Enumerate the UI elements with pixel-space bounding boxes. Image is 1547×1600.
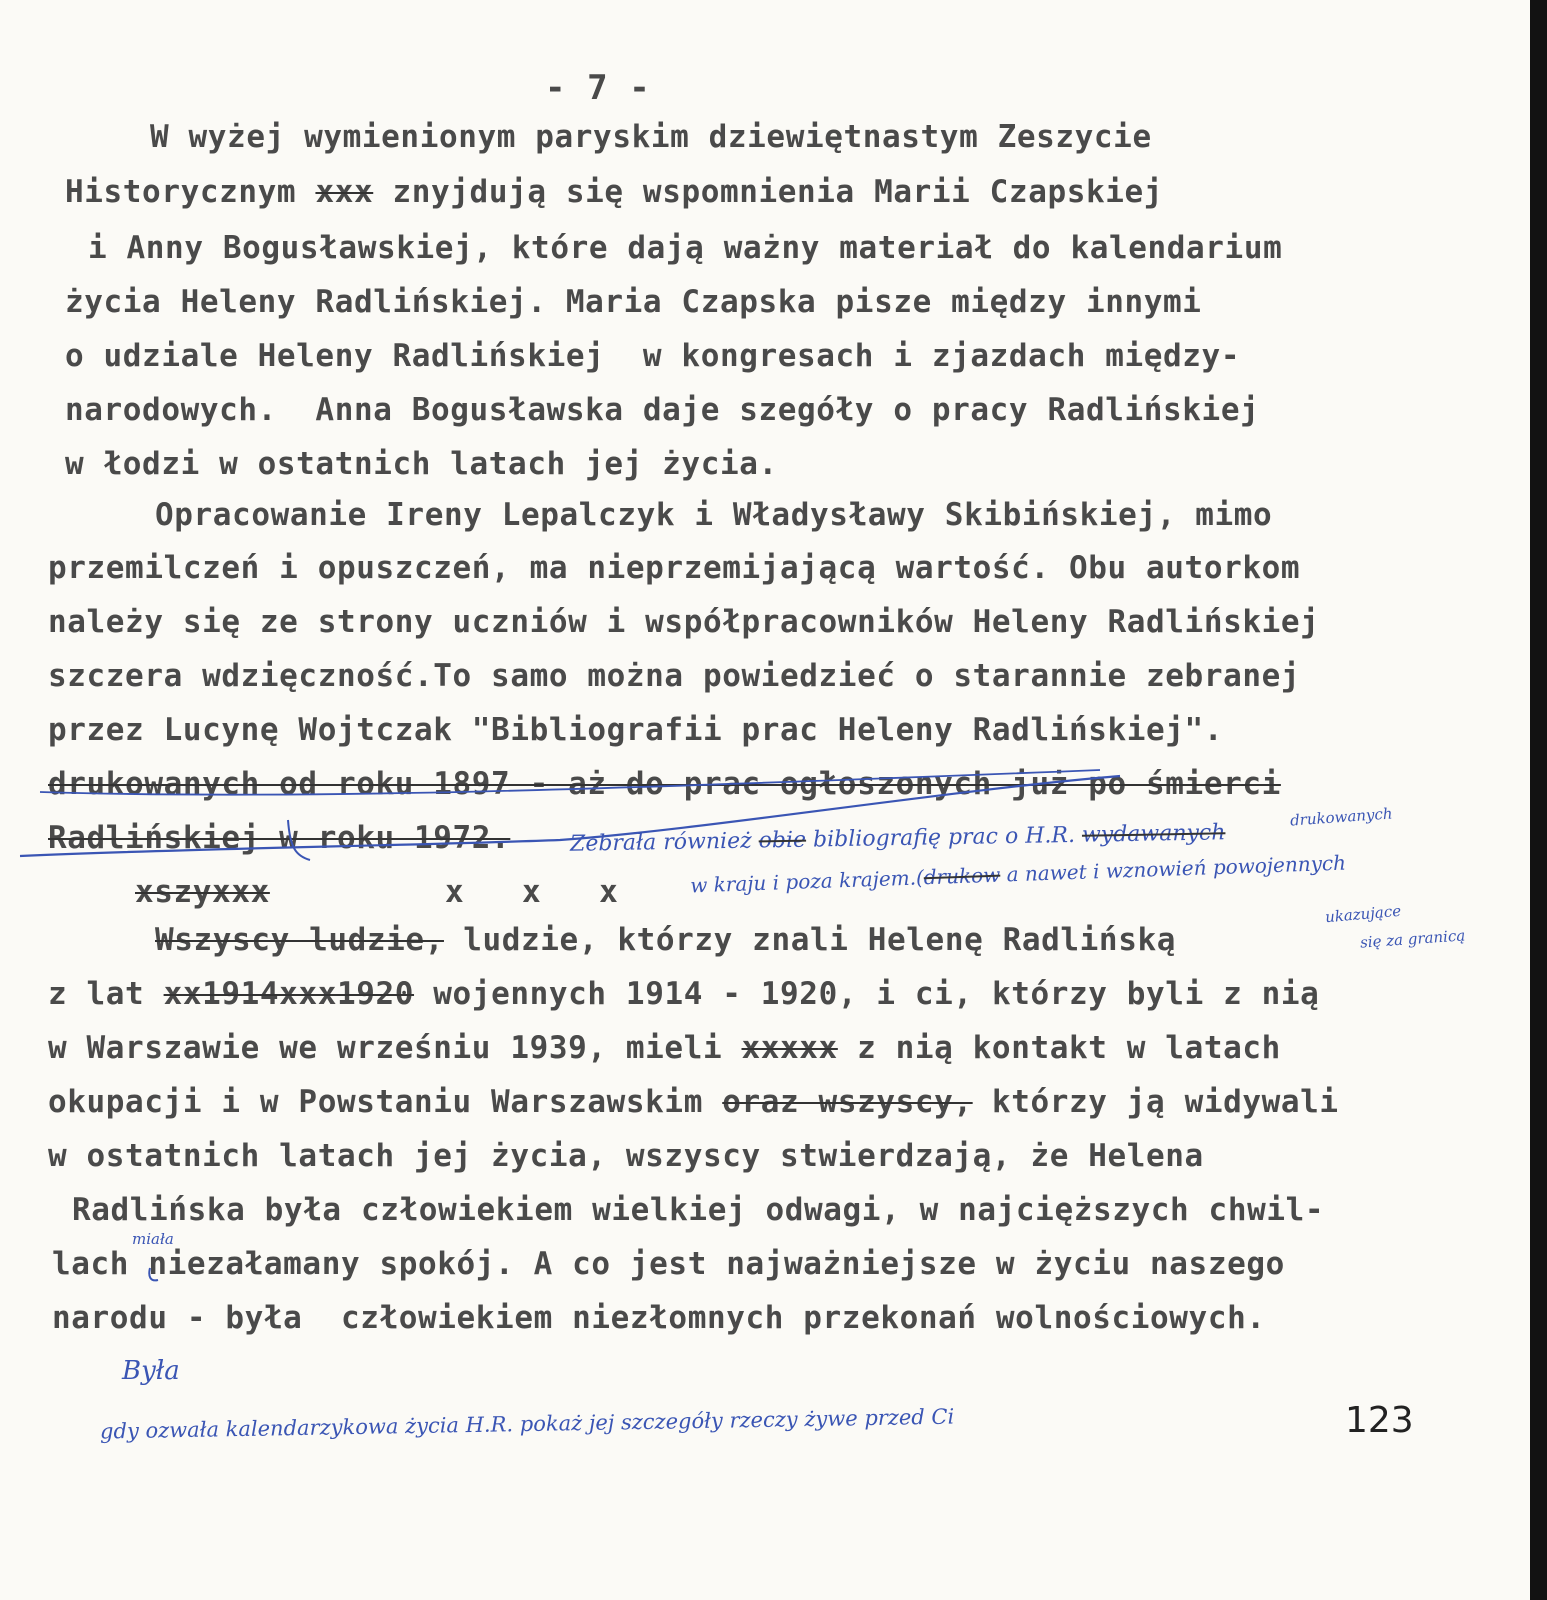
p2-line-7-struck: Radlińskiej w roku 1972. xyxy=(48,820,511,856)
p1-line-4: życia Heleny Radlińskiej. Maria Czapska pisze między innymi xyxy=(65,284,1202,320)
hand-side-2: się za granicą xyxy=(1359,926,1466,952)
typed-strikeout: xxx xyxy=(315,174,374,210)
p3-line-6: Radlińska była człowiekiem wielkiej odwagi, w najcięższych chwil- xyxy=(72,1192,1325,1228)
separator-struck: xszyxxx xyxy=(135,874,270,910)
p2-line-2: przemilczeń i opuszczeń, ma nieprzemijającą wartość. Obu autorkom xyxy=(48,550,1301,586)
archive-number: 123 xyxy=(1345,1400,1414,1441)
p3-line-1: Wszyscy ludzie, ludzie, którzy znali Helenę Radlińską xyxy=(155,922,1176,958)
p1-line-6: narodowych. Anna Bogusławska daje szegóły o pracy Radlińskiej xyxy=(65,392,1260,428)
hand-miala: miała xyxy=(132,1230,174,1248)
p2-line-5: przez Lucynę Wojtczak "Bibliografii prac Heleny Radlińskiej". xyxy=(48,712,1224,748)
hand-insert-1: Zebrała również obie bibliografię prac o H.R. wydawanych xyxy=(569,820,1226,857)
p1-line-2: Historycznym xxx znyjdują się wspomnienia Marii Czapskiej xyxy=(65,174,1164,210)
page-number: - 7 - xyxy=(545,68,651,108)
p3-line-2: z lat xx1914xxx1920 wojennych 1914 - 1920, i ci, którzy byli z nią xyxy=(48,976,1320,1012)
p1-line-3: i Anny Bogusławskiej, które dają ważny materiał do kalendarium xyxy=(88,230,1283,266)
p3-line-4: okupacji i w Powstaniu Warszawskim oraz wszyscy, którzy ją widywali xyxy=(48,1084,1339,1120)
p1-line-5: o udziale Heleny Radlińskiej w kongresach i zjazdach między- xyxy=(65,338,1241,374)
separator: x x x xyxy=(445,874,619,910)
hand-byla: Była xyxy=(122,1356,180,1386)
hand-bottom-note: gdy ozwała kalendarzykowa życia H.R. pokaż jej szczegóły rzeczy żywe przed Ci xyxy=(99,1404,955,1444)
hand-drukowanych: drukowanych xyxy=(1289,804,1394,830)
p2-line-4: szczera wdzięczność.To samo można powiedzieć o starannie zebranej xyxy=(48,658,1301,694)
p3-line-7: lach niezałamany spokój. A co jest najważniejsze w życiu naszego xyxy=(52,1246,1285,1282)
p2-line-1: Opracowanie Ireny Lepalczyk i Władysławy Skibińskiej, mimo xyxy=(155,497,1273,533)
hand-side-1: ukazujące xyxy=(1324,901,1402,927)
p1-line-1: W wyżej wymienionym paryskim dziewiętnastym Zeszycie xyxy=(150,119,1152,155)
p1-line-7: w łodzi w ostatnich latach jej życia. xyxy=(65,446,778,482)
p3-line-8: narodu - była człowiekiem niezłomnych przekonań wolnościowych. xyxy=(52,1300,1266,1336)
p3-line-3: w Warszawie we wrześniu 1939, mieli xxxxx z nią kontakt w latach xyxy=(48,1030,1281,1066)
p2-line-6-struck: drukowanych od roku 1897 - aż do prac ogłoszonych już po śmierci xyxy=(48,766,1281,802)
p2-line-3: należy się ze strony uczniów i współpracowników Heleny Radlińskiej xyxy=(48,604,1320,640)
hand-insert-2: w kraju i poza krajem.(drukow a nawet i wznowień powojennych xyxy=(689,850,1347,898)
p3-line-5: w ostatnich latach jej życia, wszyscy stwierdzają, że Helena xyxy=(48,1138,1204,1174)
